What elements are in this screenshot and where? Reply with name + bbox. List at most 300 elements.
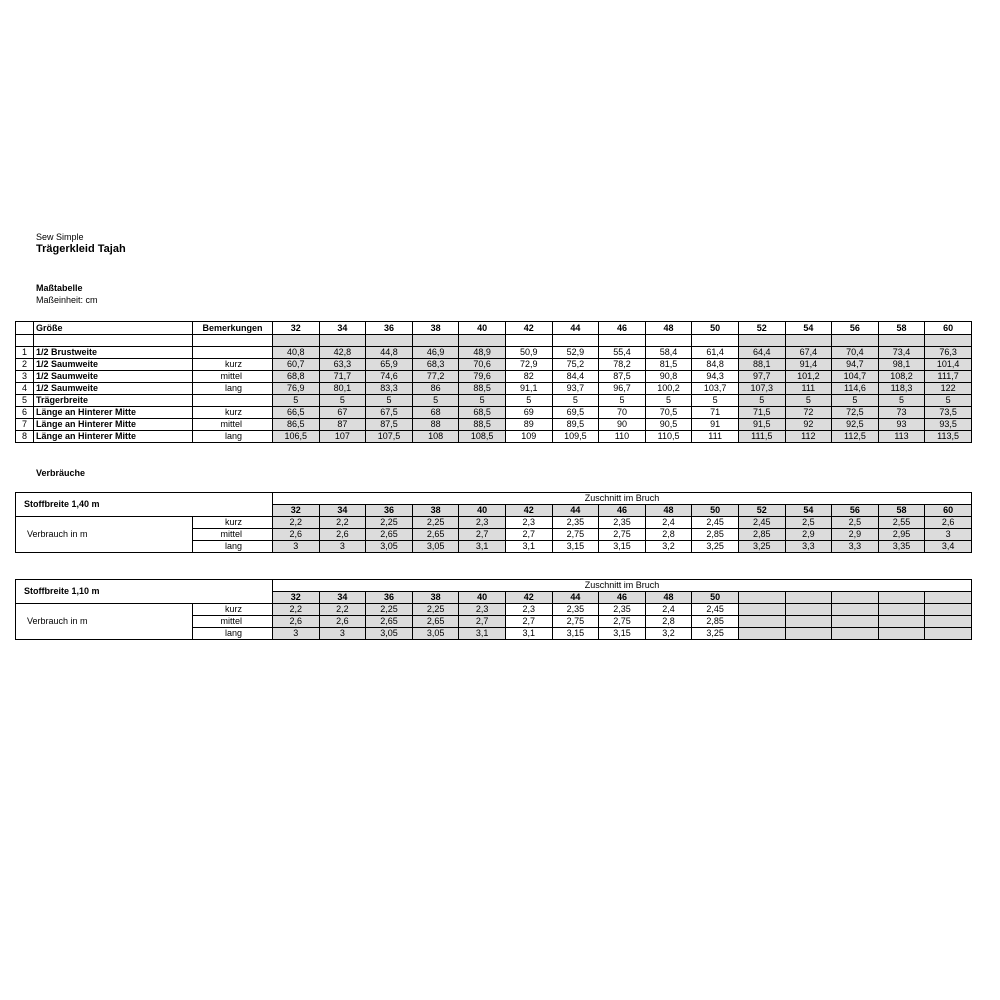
value-cell: 73 bbox=[878, 407, 925, 419]
size-header-42: 42 bbox=[505, 322, 552, 335]
value-cell: 2,4 bbox=[645, 604, 692, 616]
value-cell: 76,3 bbox=[925, 347, 972, 359]
value-cell: 84,4 bbox=[552, 371, 599, 383]
value-cell: 2,5 bbox=[785, 517, 832, 529]
value-cell: 65,9 bbox=[366, 359, 413, 371]
spacer-cell bbox=[925, 335, 972, 347]
value-cell: 113,5 bbox=[925, 431, 972, 443]
row-label: Länge an Hinterer Mitte bbox=[34, 431, 193, 443]
value-cell: 61,4 bbox=[692, 347, 739, 359]
value-cell: 76,9 bbox=[273, 383, 320, 395]
value-cell: 3 bbox=[273, 541, 320, 553]
row-number: 3 bbox=[16, 371, 34, 383]
value-cell: 42,8 bbox=[319, 347, 366, 359]
value-cell: 2,7 bbox=[459, 616, 506, 628]
value-cell: 112,5 bbox=[832, 431, 879, 443]
size-header: 38 bbox=[412, 592, 459, 604]
mass-row bbox=[16, 419, 972, 431]
mass-row bbox=[16, 407, 972, 419]
value-cell: 60,7 bbox=[273, 359, 320, 371]
value-cell: 67,4 bbox=[785, 347, 832, 359]
cutting-note: Zuschnitt im Bruch bbox=[273, 580, 972, 592]
fabric-width-label: Stoffbreite 1,10 m bbox=[16, 580, 273, 604]
value-cell: 2,65 bbox=[366, 529, 413, 541]
spacer-cell bbox=[193, 335, 273, 347]
size-header-34: 34 bbox=[319, 322, 366, 335]
value-cell: 68 bbox=[412, 407, 459, 419]
value-cell: 91 bbox=[692, 419, 739, 431]
value-cell: 67 bbox=[319, 407, 366, 419]
value-cell: 89,5 bbox=[552, 419, 599, 431]
size-header: 34 bbox=[319, 592, 366, 604]
value-cell: 108,5 bbox=[459, 431, 506, 443]
row-label: Länge an Hinterer Mitte bbox=[34, 419, 193, 431]
value-cell bbox=[878, 616, 925, 628]
row-remark: mittel bbox=[193, 529, 273, 541]
row-remark: kurz bbox=[193, 407, 273, 419]
value-cell: 72,5 bbox=[832, 407, 879, 419]
row-number: 5 bbox=[16, 395, 34, 407]
value-cell: 2,85 bbox=[692, 529, 739, 541]
value-cell: 48,9 bbox=[459, 347, 506, 359]
size-header: 46 bbox=[599, 505, 646, 517]
mass-row bbox=[16, 359, 972, 371]
mass-table-spacer-row bbox=[16, 335, 972, 347]
size-header: 38 bbox=[412, 505, 459, 517]
value-cell: 75,2 bbox=[552, 359, 599, 371]
value-cell: 2,2 bbox=[273, 517, 320, 529]
value-cell: 2,4 bbox=[645, 517, 692, 529]
spacer-cell bbox=[273, 335, 320, 347]
mass-row bbox=[16, 371, 972, 383]
value-cell: 2,95 bbox=[878, 529, 925, 541]
value-cell: 3,05 bbox=[366, 541, 413, 553]
spacer-cell bbox=[505, 335, 552, 347]
value-cell bbox=[832, 616, 879, 628]
row-remark: mittel bbox=[193, 419, 273, 431]
value-cell: 2,7 bbox=[505, 616, 552, 628]
value-cell: 2,65 bbox=[412, 616, 459, 628]
value-cell: 3 bbox=[319, 628, 366, 640]
value-cell: 71,5 bbox=[738, 407, 785, 419]
value-cell: 97,7 bbox=[738, 371, 785, 383]
value-cell: 2,3 bbox=[505, 604, 552, 616]
value-cell: 86,5 bbox=[273, 419, 320, 431]
size-header: 50 bbox=[692, 592, 739, 604]
value-cell: 5 bbox=[459, 395, 506, 407]
value-cell bbox=[832, 628, 879, 640]
value-cell: 67,5 bbox=[366, 407, 413, 419]
value-cell: 89 bbox=[505, 419, 552, 431]
value-cell: 2,3 bbox=[459, 517, 506, 529]
value-cell: 50,9 bbox=[505, 347, 552, 359]
value-cell: 3,3 bbox=[785, 541, 832, 553]
size-header: 32 bbox=[273, 505, 320, 517]
value-cell: 83,3 bbox=[366, 383, 413, 395]
row-remark: lang bbox=[193, 383, 273, 395]
row-remark: lang bbox=[193, 541, 273, 553]
value-cell: 78,2 bbox=[599, 359, 646, 371]
value-cell bbox=[878, 604, 925, 616]
value-cell: 90,5 bbox=[645, 419, 692, 431]
mass-row bbox=[16, 395, 972, 407]
value-cell: 3,05 bbox=[366, 628, 413, 640]
value-cell: 101,4 bbox=[925, 359, 972, 371]
value-cell: 94,7 bbox=[832, 359, 879, 371]
value-cell: 2,5 bbox=[832, 517, 879, 529]
size-header-48: 48 bbox=[645, 322, 692, 335]
value-cell: 2,35 bbox=[599, 517, 646, 529]
value-cell: 91,5 bbox=[738, 419, 785, 431]
value-cell: 2,65 bbox=[366, 616, 413, 628]
value-cell: 93 bbox=[878, 419, 925, 431]
value-cell: 94,3 bbox=[692, 371, 739, 383]
row-label: 1/2 Saumweite bbox=[34, 371, 193, 383]
value-cell: 2,75 bbox=[552, 616, 599, 628]
value-cell: 2,6 bbox=[925, 517, 972, 529]
consumption-label: Verbrauch in m bbox=[16, 604, 193, 640]
size-header bbox=[925, 592, 972, 604]
size-header: 34 bbox=[319, 505, 366, 517]
value-cell bbox=[785, 604, 832, 616]
value-cell: 100,2 bbox=[645, 383, 692, 395]
value-cell: 109,5 bbox=[552, 431, 599, 443]
value-cell: 88,1 bbox=[738, 359, 785, 371]
value-cell: 87 bbox=[319, 419, 366, 431]
row-number: 2 bbox=[16, 359, 34, 371]
value-cell: 3,15 bbox=[599, 541, 646, 553]
value-cell bbox=[832, 604, 879, 616]
size-header: 48 bbox=[645, 592, 692, 604]
value-cell: 70 bbox=[599, 407, 646, 419]
size-header: 44 bbox=[552, 505, 599, 517]
consumption-header-row bbox=[16, 493, 972, 505]
value-cell: 92 bbox=[785, 419, 832, 431]
size-header: 42 bbox=[505, 505, 552, 517]
value-cell bbox=[925, 616, 972, 628]
value-cell: 2,25 bbox=[366, 517, 413, 529]
size-header: 54 bbox=[785, 505, 832, 517]
mass-table-heading: Maßtabelle bbox=[36, 283, 83, 293]
cutting-note: Zuschnitt im Bruch bbox=[273, 493, 972, 505]
size-header-36: 36 bbox=[366, 322, 413, 335]
value-cell: 2,45 bbox=[692, 604, 739, 616]
value-cell: 93,5 bbox=[925, 419, 972, 431]
value-cell: 73,4 bbox=[878, 347, 925, 359]
value-cell: 2,8 bbox=[645, 529, 692, 541]
value-cell: 91,4 bbox=[785, 359, 832, 371]
value-cell: 101,2 bbox=[785, 371, 832, 383]
value-cell: 70,5 bbox=[645, 407, 692, 419]
size-header-60: 60 bbox=[925, 322, 972, 335]
value-cell: 111 bbox=[692, 431, 739, 443]
value-cell: 69 bbox=[505, 407, 552, 419]
value-cell: 81,5 bbox=[645, 359, 692, 371]
value-cell: 3,4 bbox=[925, 541, 972, 553]
size-header bbox=[832, 592, 879, 604]
row-remark bbox=[193, 347, 273, 359]
size-header: 58 bbox=[878, 505, 925, 517]
consumption-header-row bbox=[16, 580, 972, 592]
value-cell: 3 bbox=[925, 529, 972, 541]
value-cell: 5 bbox=[692, 395, 739, 407]
header-size-label: Größe bbox=[34, 322, 193, 335]
value-cell: 3 bbox=[319, 541, 366, 553]
value-cell: 2,3 bbox=[459, 604, 506, 616]
value-cell: 2,55 bbox=[878, 517, 925, 529]
value-cell: 72,9 bbox=[505, 359, 552, 371]
value-cell: 84,8 bbox=[692, 359, 739, 371]
value-cell: 2,75 bbox=[552, 529, 599, 541]
value-cell: 2,45 bbox=[738, 517, 785, 529]
value-cell: 5 bbox=[925, 395, 972, 407]
value-cell: 5 bbox=[366, 395, 413, 407]
value-cell: 5 bbox=[645, 395, 692, 407]
value-cell: 93,7 bbox=[552, 383, 599, 395]
value-cell: 2,35 bbox=[552, 604, 599, 616]
value-cell: 74,6 bbox=[366, 371, 413, 383]
value-cell: 2,35 bbox=[599, 604, 646, 616]
mass-unit-label: Maßeinheit: cm bbox=[36, 295, 98, 305]
value-cell: 2,65 bbox=[412, 529, 459, 541]
value-cell: 3,15 bbox=[552, 628, 599, 640]
row-remark: kurz bbox=[193, 359, 273, 371]
value-cell: 82 bbox=[505, 371, 552, 383]
spacer-cell bbox=[366, 335, 413, 347]
value-cell: 66,5 bbox=[273, 407, 320, 419]
value-cell: 2,25 bbox=[412, 604, 459, 616]
row-label: Trägerbreite bbox=[34, 395, 193, 407]
value-cell: 68,8 bbox=[273, 371, 320, 383]
header-number-cell bbox=[16, 322, 34, 335]
row-number: 7 bbox=[16, 419, 34, 431]
value-cell: 68,5 bbox=[459, 407, 506, 419]
value-cell: 58,4 bbox=[645, 347, 692, 359]
value-cell: 111 bbox=[785, 383, 832, 395]
value-cell: 70,6 bbox=[459, 359, 506, 371]
value-cell: 104,7 bbox=[832, 371, 879, 383]
value-cell: 5 bbox=[599, 395, 646, 407]
size-header-40: 40 bbox=[459, 322, 506, 335]
spacer-cell bbox=[34, 335, 193, 347]
value-cell bbox=[925, 628, 972, 640]
size-header-46: 46 bbox=[599, 322, 646, 335]
value-cell: 3 bbox=[273, 628, 320, 640]
value-cell: 2,8 bbox=[645, 616, 692, 628]
size-header: 52 bbox=[738, 505, 785, 517]
size-header: 36 bbox=[366, 505, 413, 517]
document-title: Trägerkleid Tajah bbox=[36, 243, 126, 255]
value-cell: 2,7 bbox=[459, 529, 506, 541]
value-cell: 52,9 bbox=[552, 347, 599, 359]
row-number: 6 bbox=[16, 407, 34, 419]
value-cell: 2,6 bbox=[319, 616, 366, 628]
value-cell: 2,6 bbox=[319, 529, 366, 541]
value-cell: 3,15 bbox=[599, 628, 646, 640]
value-cell: 110,5 bbox=[645, 431, 692, 443]
spacer-cell bbox=[16, 335, 34, 347]
row-number: 1 bbox=[16, 347, 34, 359]
value-cell: 5 bbox=[273, 395, 320, 407]
row-remark: lang bbox=[193, 431, 273, 443]
value-cell: 2,9 bbox=[832, 529, 879, 541]
row-remark: kurz bbox=[193, 604, 273, 616]
spacer-cell bbox=[738, 335, 785, 347]
size-header: 56 bbox=[832, 505, 879, 517]
value-cell: 2,85 bbox=[738, 529, 785, 541]
fabric-width-label: Stoffbreite 1,40 m bbox=[16, 493, 273, 517]
value-cell: 110 bbox=[599, 431, 646, 443]
size-header-54: 54 bbox=[785, 322, 832, 335]
value-cell: 2,2 bbox=[319, 604, 366, 616]
value-cell: 90,8 bbox=[645, 371, 692, 383]
row-remark: kurz bbox=[193, 517, 273, 529]
size-header bbox=[878, 592, 925, 604]
value-cell: 109 bbox=[505, 431, 552, 443]
value-cell: 88,5 bbox=[459, 419, 506, 431]
value-cell: 2,75 bbox=[599, 616, 646, 628]
value-cell: 2,2 bbox=[319, 517, 366, 529]
value-cell: 3,1 bbox=[505, 628, 552, 640]
value-cell: 88 bbox=[412, 419, 459, 431]
brand-label: Sew Simple bbox=[36, 232, 84, 242]
consumption-row bbox=[16, 604, 972, 616]
size-header: 44 bbox=[552, 592, 599, 604]
value-cell: 5 bbox=[505, 395, 552, 407]
size-header-58: 58 bbox=[878, 322, 925, 335]
value-cell: 77,2 bbox=[412, 371, 459, 383]
spacer-cell bbox=[832, 335, 879, 347]
row-label: 1/2 Brustweite bbox=[34, 347, 193, 359]
spacer-cell bbox=[645, 335, 692, 347]
size-header-32: 32 bbox=[273, 322, 320, 335]
value-cell: 72 bbox=[785, 407, 832, 419]
spacer-cell bbox=[319, 335, 366, 347]
value-cell: 91,1 bbox=[505, 383, 552, 395]
value-cell bbox=[738, 604, 785, 616]
value-cell: 55,4 bbox=[599, 347, 646, 359]
value-cell: 107,3 bbox=[738, 383, 785, 395]
consumption-label: Verbrauch in m bbox=[16, 517, 193, 553]
value-cell: 5 bbox=[412, 395, 459, 407]
spacer-cell bbox=[692, 335, 739, 347]
value-cell: 106,5 bbox=[273, 431, 320, 443]
value-cell: 98,1 bbox=[878, 359, 925, 371]
row-remark: mittel bbox=[193, 616, 273, 628]
row-number: 4 bbox=[16, 383, 34, 395]
mass-row bbox=[16, 431, 972, 443]
size-header: 42 bbox=[505, 592, 552, 604]
value-cell: 96,7 bbox=[599, 383, 646, 395]
value-cell: 5 bbox=[785, 395, 832, 407]
value-cell: 111,7 bbox=[925, 371, 972, 383]
value-cell: 71 bbox=[692, 407, 739, 419]
row-number: 8 bbox=[16, 431, 34, 443]
spacer-cell bbox=[459, 335, 506, 347]
header-remarks-label: Bemerkungen bbox=[193, 322, 273, 335]
value-cell: 5 bbox=[878, 395, 925, 407]
value-cell: 108,2 bbox=[878, 371, 925, 383]
value-cell bbox=[785, 628, 832, 640]
spacer-cell bbox=[552, 335, 599, 347]
value-cell: 92,5 bbox=[832, 419, 879, 431]
size-header: 40 bbox=[459, 505, 506, 517]
size-header: 32 bbox=[273, 592, 320, 604]
value-cell: 2,2 bbox=[273, 604, 320, 616]
value-cell: 68,3 bbox=[412, 359, 459, 371]
spacer-cell bbox=[599, 335, 646, 347]
consumption-heading: Verbräuche bbox=[36, 468, 86, 478]
value-cell: 5 bbox=[738, 395, 785, 407]
value-cell: 40,8 bbox=[273, 347, 320, 359]
value-cell: 73,5 bbox=[925, 407, 972, 419]
size-header bbox=[785, 592, 832, 604]
value-cell: 107 bbox=[319, 431, 366, 443]
size-header: 36 bbox=[366, 592, 413, 604]
value-cell: 107,5 bbox=[366, 431, 413, 443]
value-cell: 2,25 bbox=[412, 517, 459, 529]
size-header: 60 bbox=[925, 505, 972, 517]
value-cell bbox=[878, 628, 925, 640]
size-header bbox=[738, 592, 785, 604]
value-cell bbox=[925, 604, 972, 616]
value-cell: 46,9 bbox=[412, 347, 459, 359]
value-cell bbox=[785, 616, 832, 628]
value-cell: 2,35 bbox=[552, 517, 599, 529]
value-cell: 87,5 bbox=[599, 371, 646, 383]
value-cell: 5 bbox=[552, 395, 599, 407]
size-header: 46 bbox=[599, 592, 646, 604]
size-header: 48 bbox=[645, 505, 692, 517]
value-cell: 2,9 bbox=[785, 529, 832, 541]
value-cell: 2,25 bbox=[366, 604, 413, 616]
value-cell: 122 bbox=[925, 383, 972, 395]
value-cell: 90 bbox=[599, 419, 646, 431]
row-remark: mittel bbox=[193, 371, 273, 383]
consumption-table-140 bbox=[15, 492, 972, 553]
value-cell: 2,7 bbox=[505, 529, 552, 541]
value-cell: 3,2 bbox=[645, 628, 692, 640]
value-cell bbox=[738, 628, 785, 640]
value-cell: 113 bbox=[878, 431, 925, 443]
value-cell: 64,4 bbox=[738, 347, 785, 359]
value-cell: 3,2 bbox=[645, 541, 692, 553]
row-label: 1/2 Saumweite bbox=[34, 383, 193, 395]
row-label: Länge an Hinterer Mitte bbox=[34, 407, 193, 419]
mass-row bbox=[16, 383, 972, 395]
row-label: 1/2 Saumweite bbox=[34, 359, 193, 371]
value-cell: 3,25 bbox=[692, 541, 739, 553]
size-header-56: 56 bbox=[832, 322, 879, 335]
value-cell: 3,1 bbox=[505, 541, 552, 553]
mass-table bbox=[15, 321, 972, 443]
value-cell: 3,05 bbox=[412, 541, 459, 553]
value-cell: 114,6 bbox=[832, 383, 879, 395]
value-cell: 3,25 bbox=[738, 541, 785, 553]
value-cell: 2,6 bbox=[273, 616, 320, 628]
value-cell: 69,5 bbox=[552, 407, 599, 419]
value-cell: 2,3 bbox=[505, 517, 552, 529]
value-cell: 70,4 bbox=[832, 347, 879, 359]
size-header-38: 38 bbox=[412, 322, 459, 335]
value-cell: 3,05 bbox=[412, 628, 459, 640]
value-cell: 2,6 bbox=[273, 529, 320, 541]
size-header: 40 bbox=[459, 592, 506, 604]
value-cell bbox=[738, 616, 785, 628]
value-cell: 3,1 bbox=[459, 541, 506, 553]
value-cell: 5 bbox=[319, 395, 366, 407]
value-cell: 80,1 bbox=[319, 383, 366, 395]
